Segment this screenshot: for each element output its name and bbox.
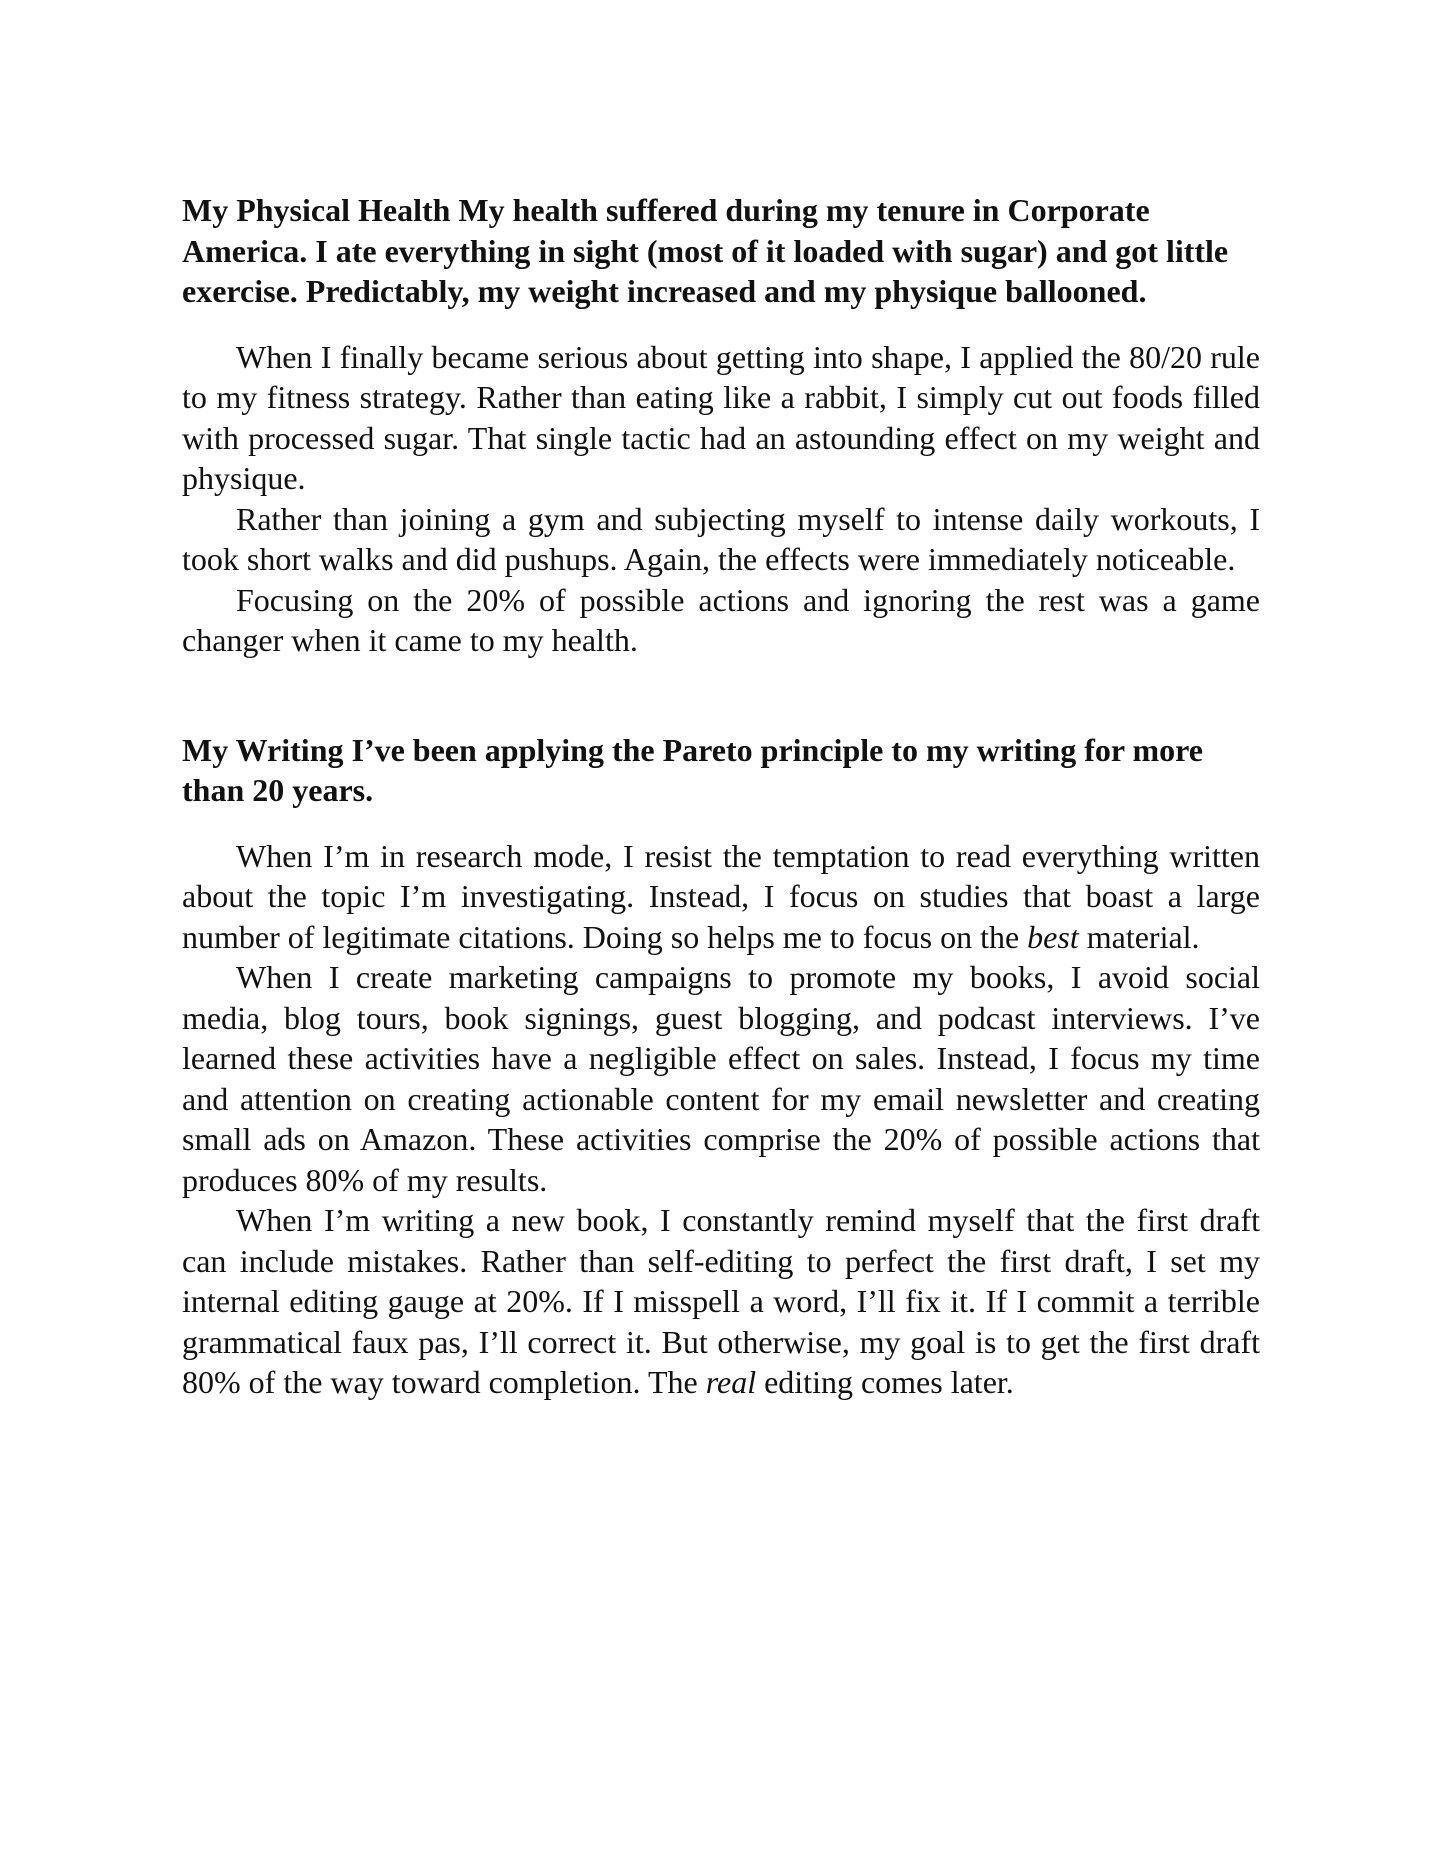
paragraph <box>182 836 1260 958</box>
paragraph-text: When I’m writing a new book, I constantly remind myself that the first draft can include mistakes. Rather than self-editing to perfect the first draft, I set my internal editing gauge at 20%. If I misspell a word, I’ll fix it. If I commit a terrible grammatical faux pas, I’ll correct it. But otherwise, my goal is to get the first draft 80% of the way toward completion. The <box>182 1202 1260 1400</box>
paragraph <box>182 1200 1260 1403</box>
spacer <box>182 811 1260 836</box>
paragraph: When I create marketing campaigns to promote my books, I avoid social media, blog tours, book signings, guest blogging, and podcast interviews. I’ve learned these activities have a negligible effect on sales. Instead, I focus my time and attention on creating actionable content for my email newsletter and creating small ads on Amazon. These activities comprise the 20% of possible actions that produces 80% of my results. <box>182 959 1260 1198</box>
section-heading-physical-health: My Physical Health My health suffered during my tenure in Corporate America. I ate everything in sight (most of it loaded with sugar) and got little exercise. Predictably, my weight increased and my physique ballooned. <box>182 192 1229 309</box>
section-spacer <box>182 661 1260 730</box>
paragraph-text: editing comes later. <box>756 1364 1014 1400</box>
paragraph: Rather than joining a gym and subjecting myself to intense daily workouts, I took short walks and did pushups. Again, the effects were immediately noticeable. <box>182 500 1260 577</box>
document-page <box>182 190 1260 1403</box>
section-heading-writing: My Writing I’ve been applying the Pareto principle to my writing for more than 20 years. <box>182 731 1203 808</box>
paragraph: When I finally became serious about getting into shape, I applied the 80/20 rule to my fitness strategy. Rather than eating like a rabbit, I simply cut out foods filled with processed sugar. That single tactic had an astounding effect on my weight and physique. <box>182 338 1260 496</box>
spacer <box>182 312 1260 337</box>
emphasis-text: best <box>1027 918 1079 955</box>
paragraph-text: material. <box>1078 918 1200 955</box>
emphasis-text: real <box>705 1364 757 1400</box>
paragraph: Focusing on the 20% of possible actions and ignoring the rest was a game changer when it came to my health. <box>182 581 1260 658</box>
paragraph-text: When I’m in research mode, I resist the temptation to read everything written about the topic I’m investigating. Instead, I focus on studies that boast a large number of legitimate citations. Doing so helps me to focus on the <box>182 837 1260 955</box>
